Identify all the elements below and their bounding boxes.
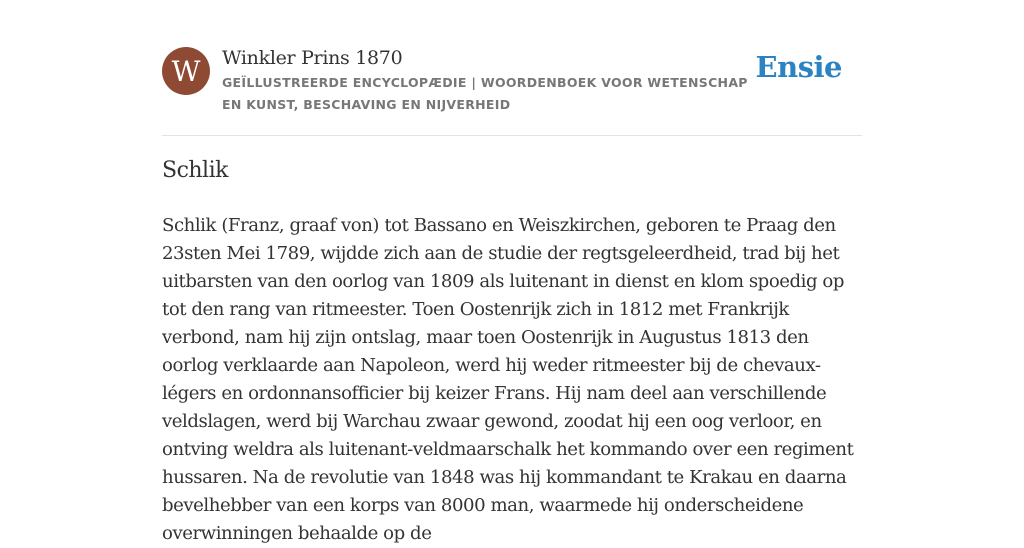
- source-header: [162, 44, 862, 114]
- entry-title: Schlik: [162, 158, 228, 183]
- source-subtitle: GEÏLLUSTREERDE ENCYCLOPÆDIE | WOORDENBOEK VOOR WETENSCHAP EN KUNST, BESCHAVING EN NIJVERHEID: [222, 75, 748, 112]
- source-avatar[interactable]: W: [162, 47, 210, 95]
- header-divider: [162, 135, 862, 136]
- ensie-logo[interactable]: Ensie: [755, 50, 842, 84]
- entry-body: Schlik (Franz, graaf von) tot Bassano en Weiszkirchen, geboren te Praag den 23sten Mei 1789, wijdde zich aan de studie der regtsgeleerdheid, trad bij het uitbarsten van den oorlog van 1809 als luitenant in dienst en klom spoedig op tot den rang van ritmeester. Toen Oostenrijk zich in 1812 met Frankrijk verbond, nam hij zijn ontslag, maar toen Oostenrijk in Augustus 1813 den oorlog verklaarde aan Napoleon, werd hij weder ritmeester bij de chevaux-légers en ordonnansofficier bij keizer Frans. Hij nam deel aan verschillende veldslagen, werd bij Warchau zwaar gewond, zoodat hij een oog verloor, en ontving weldra als luitenant-veldmaarschalk het kommando over een regiment hussaren. Na de revolutie van 1848 was hij kommandant te Krakau en daarna bevelhebber van een korps van 8000 man, waarmede hij onderscheidene overwinningen behaalde op de: [162, 215, 854, 544]
- source-info: [222, 44, 752, 116]
- source-title[interactable]: Winkler Prins 1870: [222, 47, 403, 69]
